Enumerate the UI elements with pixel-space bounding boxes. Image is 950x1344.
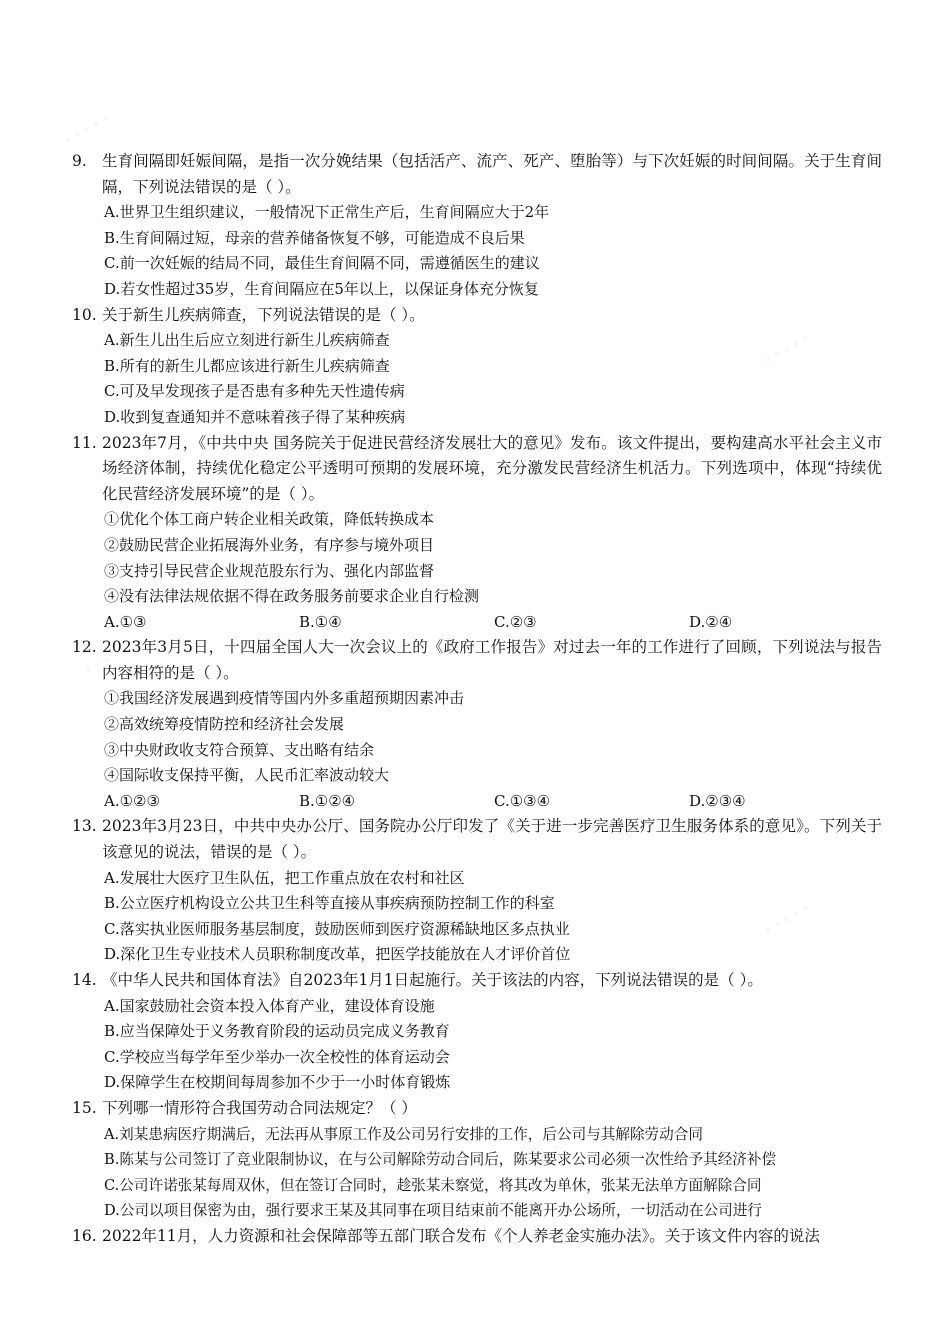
statement-item: ③支持引导民营企业规范股东行为、强化内部监督 (104, 561, 435, 580)
choice: C.①③④ (494, 791, 551, 810)
question-stem: 生育间隔即妊娠间隔，是指一次分娩结果（包括活产、流产、死产、堕胎等）与下次妊娠的时间间隔。关于生育间隔，下列说法错误的是（ ）。 (102, 152, 882, 196)
option: D.公司以项目保密为由，强行要求王某及其同事在项目结束前不能离开办公场所，一切活动在公司进行 (104, 1202, 762, 1220)
option: B.公立医疗机构设立公共卫生科等直接从事疾病预防控制工作的科室 (104, 894, 555, 913)
option: B.陈某与公司签订了竞业限制协议，在与公司解除劳动合同后，陈某要求公司必须一次性给予其经济补偿 (104, 1151, 777, 1169)
option: B.所有的新生儿都应该进行新生儿疾病筛查 (104, 356, 390, 375)
question-stem: 关于新生儿疾病筛查，下列说法错误的是（ ）。 (102, 305, 425, 324)
option: B.生育间隔过短，母亲的营养储备恢复不够，可能造成不良后果 (104, 228, 525, 247)
option: C.可及早发现孩子是否患有多种先天性遗传病 (104, 382, 405, 401)
statement-item: ④没有法律法规依据不得在政务服务前要求企业自行检测 (104, 587, 480, 606)
choice-row (104, 789, 882, 815)
option: A.刘某患病医疗期满后，无法再从事原工作及公司另行安排的工作，后公司与其解除劳动合同 (104, 1125, 703, 1143)
question-stem: 下列哪一情形符合我国劳动合同法规定？（ ） (102, 1098, 417, 1117)
question-number: 14. (72, 971, 97, 989)
choice: C.②③ (494, 612, 537, 631)
question-14 (72, 968, 882, 994)
statement-item: ①优化个体工商户转企业相关政策，降低转换成本 (104, 510, 435, 529)
option: A.新生儿出生后应立刻进行新生儿疾病筛查 (104, 331, 390, 350)
question-number: 11. (72, 433, 97, 452)
question-11 (72, 431, 882, 508)
question-16 (72, 1224, 882, 1250)
question-10 (72, 303, 882, 329)
statement-item: ①我国经济发展遇到疫情等国内外多重超预期因素冲击 (104, 689, 465, 708)
question-number: 9. (72, 152, 87, 170)
question-stem: 《中华人民共和国体育法》自2023年1月1日起施行。关于该法的内容，下列说法错误的是（ ）。 (102, 971, 763, 989)
option: A.发展壮大医疗卫生队伍，把工作重点放在农村和社区 (104, 868, 465, 887)
option: D.深化卫生专业技术人员职称制度改革，把医学技能放在人才评价首位 (104, 945, 571, 964)
question-number: 12. (72, 638, 97, 657)
option: A.世界卫生组织建议，一般情况下正常生产后，生育间隔应大于2年 (104, 203, 550, 222)
question-13 (72, 814, 882, 865)
question-stem: 2022年11月，人力资源和社会保障部等五部门联合发布《个人养老金实施办法》。关于该文件内容的说法 (102, 1226, 820, 1245)
question-stem: 2023年7月，《中共中央 国务院关于促进民营经济发展壮大的意见》发布。该文件提出，要构建高水平社会主义市场经济体制，持续优化稳定公平透明可预期的发展环境，充分激发民营经济生机活力。下列选项中，体现“持续优化民营经济发展环境”的是（ ）。 (102, 433, 882, 503)
option: D.若女性超过35岁，生育间隔应在5年以上，以保证身体充分恢复 (104, 279, 539, 298)
question-15 (72, 1096, 882, 1122)
option: C.落实执业医师服务基层制度，鼓励医师到医疗资源稀缺地区多点执业 (104, 919, 570, 938)
statement-item: ④国际收支保持平衡，人民币汇率波动较大 (104, 766, 390, 785)
option: C.前一次妊娠的结局不同，最佳生育间隔不同，需遵循医生的建议 (104, 254, 540, 273)
statement-item: ②鼓励民营企业拓展海外业务，有序参与境外项目 (104, 535, 435, 554)
option: C.学校应当每学年至少举办一次全校性的体育运动会 (104, 1047, 450, 1066)
question-number: 16. (72, 1226, 97, 1245)
option: B.应当保障处于义务教育阶段的运动员完成义务教育 (104, 1022, 450, 1041)
question-12 (72, 635, 882, 686)
option: D.保障学生在校期间每周参加不少于一小时体育锻炼 (104, 1073, 451, 1092)
option: C.公司许诺张某每周双休，但在签订合同时，趁张某未察觉，将其改为单休，张某无法单方面解除合同 (104, 1176, 762, 1194)
choice-row (104, 610, 882, 636)
statement-item: ②高效统筹疫情防控和经济社会发展 (104, 715, 345, 734)
choice: B.①④ (299, 612, 342, 631)
statement-item: ③中央财政收支符合预算、支出略有结余 (104, 740, 375, 759)
choice: D.②③④ (689, 791, 746, 810)
question-stem: 2023年3月5日，十四届全国人大一次会议上的《政府工作报告》对过去一年的工作进行了回顾，下列说法与报告内容相符的是（ ）。 (102, 638, 882, 682)
choice: A.①③ (104, 612, 147, 631)
choice: A.①②③ (104, 791, 160, 810)
question-list (72, 149, 882, 1250)
choice: B.①②④ (299, 791, 356, 810)
question-number: 13. (72, 817, 97, 836)
question-number: 10. (72, 305, 97, 324)
question-stem: 2023年3月23日，中共中央办公厅、国务院办公厅印发了《关于进一步完善医疗卫生服务体系的意见》。下列关于该意见的说法，错误的是（ ）。 (102, 817, 882, 862)
question-9 (72, 149, 882, 200)
option: D.收到复查通知并不意味着孩子得了某种疾病 (104, 407, 406, 426)
option: A.国家鼓励社会资本投入体育产业，建设体育设施 (104, 996, 435, 1015)
choice: D.②④ (689, 612, 733, 631)
question-number: 15. (72, 1098, 97, 1117)
